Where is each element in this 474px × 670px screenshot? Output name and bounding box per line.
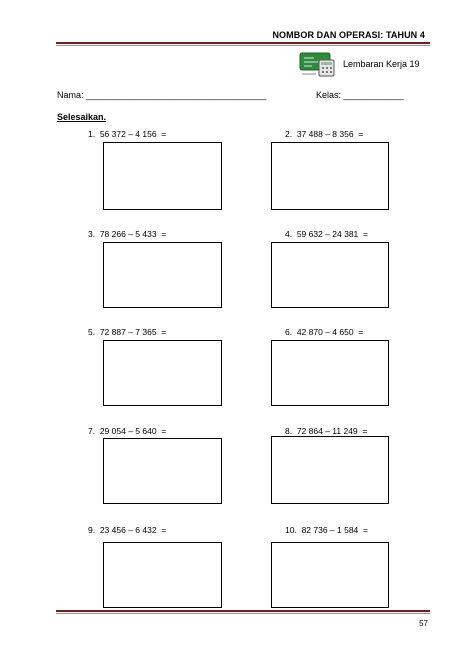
answer-box-8[interactable] [271, 436, 389, 504]
class-line: : ____________ [338, 90, 404, 100]
name-line: : ____________________________________ [81, 90, 267, 100]
question-7: 7. 29 054 – 5 640 = [88, 426, 167, 436]
question-5: 5. 72 887 – 7 365 = [88, 327, 167, 337]
answer-box-6[interactable] [271, 340, 389, 406]
footer-rule-thin [56, 613, 430, 614]
worksheet-title: Lembaran Kerja 19 [343, 59, 420, 69]
answer-box-3[interactable] [103, 242, 222, 308]
header-title: NOMBOR DAN OPERASI: TAHUN 4 [272, 30, 425, 40]
answer-box-4[interactable] [271, 242, 389, 308]
name-field [57, 90, 266, 100]
chalkboard-calculator-icon [299, 52, 337, 78]
answer-box-5[interactable] [103, 340, 222, 406]
answer-box-1[interactable] [103, 142, 222, 210]
question-3: 3. 78 266 – 5 433 = [88, 229, 167, 239]
page-number: 57 [419, 619, 428, 628]
answer-box-9[interactable] [103, 542, 222, 608]
question-4: 4. 59 632 – 24 381 = [285, 229, 368, 239]
name-label: Nama [57, 90, 82, 100]
class-field [316, 90, 404, 100]
footer-rule [56, 610, 430, 612]
question-1: 1. 56 372 – 4 156 = [88, 129, 167, 139]
question-8: 8. 72 864 – 11 249 = [285, 426, 368, 436]
answer-box-7[interactable] [103, 438, 222, 504]
answer-box-10[interactable] [271, 542, 389, 608]
instruction: Selesaikan. [57, 112, 107, 122]
class-label: Kelas [316, 90, 339, 100]
question-6: 6. 42 870 – 4 650 = [285, 327, 364, 337]
answer-box-2[interactable] [271, 142, 389, 210]
header-rule-thin [56, 45, 430, 46]
question-2: 2. 37 488 – 8 356 = [285, 129, 364, 139]
question-10: 10. 82 736 – 1 584 = [285, 525, 368, 535]
header-rule [56, 42, 430, 44]
question-9: 9. 23 456 – 6 432 = [88, 525, 167, 535]
